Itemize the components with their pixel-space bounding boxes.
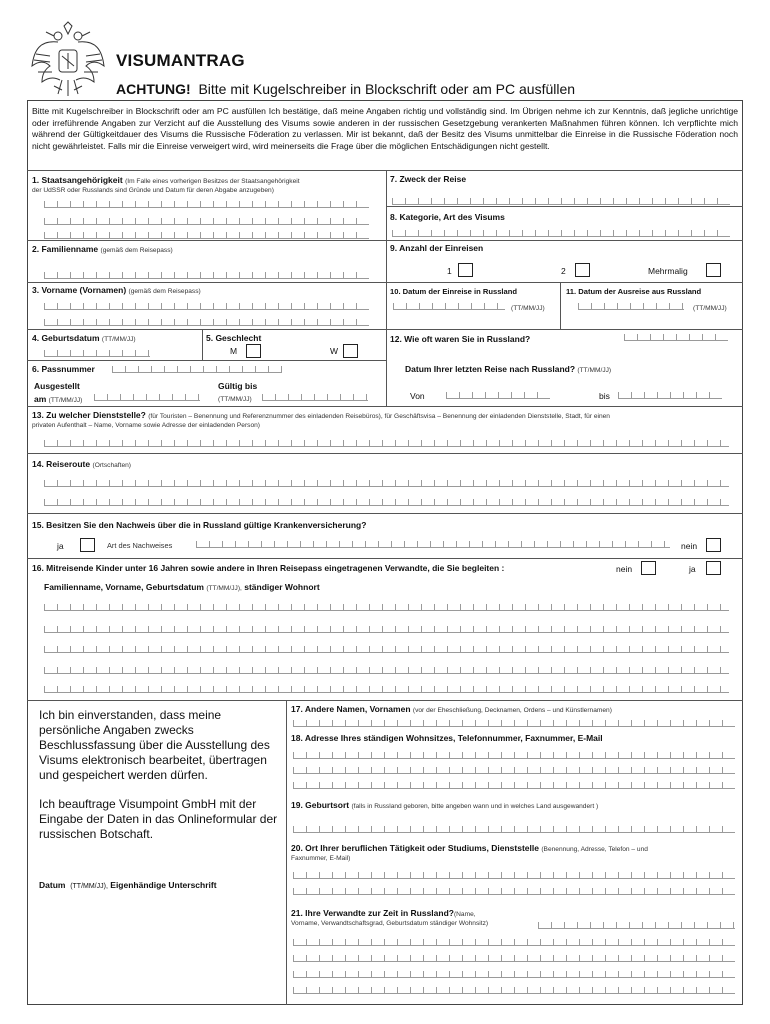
insurance-no-checkbox[interactable]	[706, 538, 721, 552]
children-input-4[interactable]	[44, 667, 729, 674]
field-14-label: 14. Reiseroute (Ortschaften)	[32, 459, 131, 469]
proof-type-label: Art des Nachweises	[107, 541, 173, 550]
other-names-input[interactable]	[293, 720, 735, 727]
field-16-label: 16. Mitreisende Kinder unter 16 Jahren sowie andere in Ihren Reisepass eingetragenen Verwandte, die Sie begleiten :	[32, 563, 505, 573]
passport-number-input[interactable]	[112, 366, 282, 373]
children-no-checkbox[interactable]	[641, 561, 656, 575]
relatives-input-2[interactable]	[293, 939, 735, 946]
relatives-input-3[interactable]	[293, 955, 735, 962]
nationality-input-1[interactable]	[44, 201, 369, 208]
route-input-2[interactable]	[44, 499, 729, 506]
field-11-label: 11. Datum der Ausreise aus Russland	[566, 287, 702, 296]
children-no-label: nein	[616, 564, 633, 574]
entries-multiple-checkbox[interactable]	[706, 263, 721, 277]
entries-opt-3-label: Mehrmalig	[648, 266, 688, 276]
field-21-hint: Vorname, Verwandtschaftsgrad, Geburtsdatum ständiger Wohnsitz)	[291, 920, 489, 927]
entry-date-format: (TT/MM/JJ)	[511, 305, 545, 312]
field-20-hint: Faxnummer, E-Mail)	[291, 855, 351, 862]
field-21-label: 21. Ihre Verwandte zur Zeit in Russland?(Name,	[291, 908, 476, 918]
field-18-label: 18. Adresse Ihres ständigen Wohnsitzes, Telefonnummer, Faxnummer, E-Mail	[291, 733, 603, 743]
last-trip-label: Datum Ihrer letzten Reise nach Russland? (TT/MM/JJ)	[405, 364, 612, 374]
gender-w-label: W	[330, 346, 339, 356]
workplace-input-1[interactable]	[293, 872, 735, 879]
purpose-input[interactable]	[392, 198, 730, 205]
entries-opt-1-label: 1	[447, 266, 452, 276]
field-7-label: 7. Zweck der Reise	[390, 174, 467, 184]
birthdate-input[interactable]	[44, 350, 150, 357]
valid-until-label: Gültig bis	[218, 381, 258, 391]
issued-date-input[interactable]	[94, 394, 200, 401]
gender-w-checkbox[interactable]	[343, 344, 358, 358]
field-17-label: 17. Andere Namen, Vornamen (vor der Eheschließung, Decknamen, Ordens – und Künstlernamen)	[291, 704, 612, 714]
form-title: VISUMANTRAG	[116, 51, 245, 70]
address-input-2[interactable]	[293, 767, 735, 774]
field-15-label: 15. Besitzen Sie den Nachweis über die in Russland gültige Krankenversicherung?	[32, 520, 367, 530]
nationality-input-2[interactable]	[44, 218, 369, 225]
nationality-input-3[interactable]	[44, 232, 369, 239]
last-trip-from-label: Von	[410, 391, 425, 401]
field-9-label: 9. Anzahl der Einreisen	[390, 243, 484, 253]
entries-1-checkbox[interactable]	[458, 263, 473, 277]
children-input-2[interactable]	[44, 626, 729, 633]
route-input-1[interactable]	[44, 480, 729, 487]
insurance-yes-checkbox[interactable]	[80, 538, 95, 552]
last-trip-to-input[interactable]	[618, 392, 722, 399]
valid-until-input[interactable]	[262, 394, 368, 401]
intro-declaration: Bitte mit Kugelschreiber in Blockschrift oder am PC ausfüllen Ich bestätige, daß meine Angaben richtig und vollständig sind. Im Übrigen nehme ich zur Kenntnis, daß jegliche unrichtige oder irreführende Angaben zur Verzicht auf die Ausstellung des Visums sowie anderen in der russischen Gesetzgebung verankerten Maßnahmen führen können. Ich verpflichte mich während der Gültigkeitdauer des Visums die Russische Föderation zu verlassen. Mir ist bekannt, daß der Besitz des Visums unmittelbar die Einreise in die Russische Föderation noch nicht gewährleistet. Falls mir die Einreise verweigert wird, wird meinerseits die Frage über die möglichen Entschädigungen nicht gestellt.	[32, 106, 738, 151]
last-trip-from-input[interactable]	[446, 392, 550, 399]
field-1-label: 1. Staatsangehörigkeit (Im Falle eines vorherigen Besitzes der Staatsangehörigkeit	[32, 175, 300, 185]
field-4-label: 4. Geburtsdatum (TT/MM/JJ)	[32, 333, 136, 343]
field-19-label: 19. Geburtsort (falls in Russland geboren, bitte angeben wann und in welches Land ausgewandert )	[291, 800, 599, 810]
gender-m-label: M	[230, 346, 238, 356]
signature-label: Datum (TT/MM/JJ), Eigenhändige Unterschrift	[39, 880, 217, 890]
field-20-label: 20. Ort Ihrer beruflichen Tätigkeit oder Studiums, Dienststelle (Benennung, Adresse, Telefon – und	[291, 843, 648, 853]
children-yes-checkbox[interactable]	[706, 561, 721, 575]
visa-category-input[interactable]	[392, 230, 730, 237]
field-1-hint: der UdSSR oder Russlands sind Gründe und Datum für deren Abgabe anzugeben)	[32, 187, 274, 194]
last-trip-to-label: bis	[599, 391, 610, 401]
field-6-label: 6. Passnummer	[32, 364, 95, 374]
issued-label: Ausgestellt	[34, 381, 80, 391]
children-input-3[interactable]	[44, 646, 729, 653]
field-13-label: 13. Zu welcher Dienststelle? (für Touristen – Benennung und Referenznummer des einladenden Reisebüros), für Geschäftsvisa – Benennung der einladenden Dienststelle, Stadt, für einen	[32, 410, 610, 420]
consent-paragraph-1: Ich bin einverstanden, dass meine persönliche Angaben zwecks Beschlussfassung über die Ausstellung des Visums elektronisch bearbeitet, übertragen und gespeichert werden dürfen.	[39, 708, 270, 782]
consent-paragraph-2: Ich beauftrage Visumpoint GmbH mit der Eingabe der Daten in das Onlineformular der russischen Botschaft.	[39, 797, 278, 841]
proof-type-input[interactable]	[196, 541, 670, 548]
field-3-label: 3. Vorname (Vornamen) (gemäß dem Reisepass)	[32, 285, 201, 295]
children-input-5[interactable]	[44, 686, 729, 693]
field-10-label: 10. Datum der Einreise in Russland	[390, 287, 518, 296]
entries-2-checkbox[interactable]	[575, 263, 590, 277]
issued-am-label: am (TT/MM/JJ)	[34, 394, 83, 404]
surname-input[interactable]	[44, 272, 369, 279]
relatives-input-1[interactable]	[538, 922, 735, 929]
field-12-label: 12. Wie oft waren Sie in Russland?	[390, 334, 531, 344]
firstname-input-1[interactable]	[44, 303, 369, 310]
consent-text	[39, 708, 279, 856]
visit-count-input[interactable]	[624, 334, 728, 341]
form-subtitle: ACHTUNG! Bitte mit Kugelschreiber in Blockschrift oder am PC ausfüllen	[116, 81, 576, 97]
children-columns-label: Familienname, Vorname, Geburtsdatum (TT/MM/JJ), ständiger Wohnort	[44, 582, 320, 592]
relatives-input-5[interactable]	[293, 987, 735, 994]
insurance-no-label: nein	[681, 541, 698, 551]
field-5-label: 5. Geschlecht	[206, 333, 262, 343]
children-input-1[interactable]	[44, 604, 729, 611]
gender-m-checkbox[interactable]	[246, 344, 261, 358]
entry-date-input[interactable]	[393, 303, 505, 310]
field-8-label: 8. Kategorie, Art des Visums	[390, 212, 505, 222]
children-yes-label: ja	[689, 564, 696, 574]
host-organisation-input[interactable]	[44, 440, 729, 447]
exit-date-input[interactable]	[578, 303, 684, 310]
firstname-input-2[interactable]	[44, 319, 369, 326]
valid-until-format: (TT/MM/JJ)	[218, 396, 252, 403]
relatives-input-4[interactable]	[293, 971, 735, 978]
field-2-label: 2. Familienname (gemäß dem Reisepass)	[32, 244, 173, 254]
address-input-1[interactable]	[293, 752, 735, 759]
field-13-hint: privaten Aufenthalt – Name, Vorname sowie Adresse der einladenden Person)	[32, 422, 260, 429]
birthplace-input[interactable]	[293, 826, 735, 833]
coat-of-arms-emblem	[28, 20, 108, 100]
address-input-3[interactable]	[293, 782, 735, 789]
insurance-yes-label: ja	[57, 541, 64, 551]
entries-opt-2-label: 2	[561, 266, 566, 276]
exit-date-format: (TT/MM/JJ)	[693, 305, 727, 312]
workplace-input-2[interactable]	[293, 888, 735, 895]
